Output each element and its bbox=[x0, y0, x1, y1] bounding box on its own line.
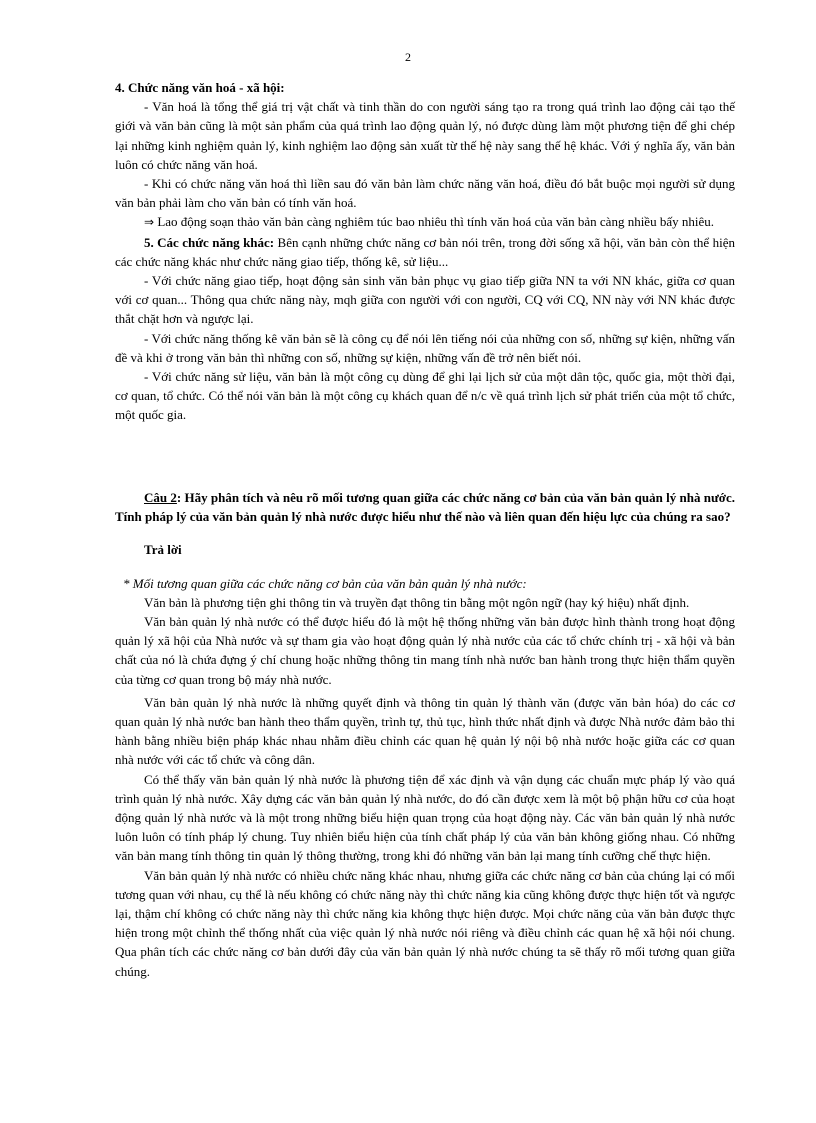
answer-subheading: * Mối tương quan giữa các chức năng cơ bản của văn bản quản lý nhà nước: bbox=[123, 575, 527, 591]
section-5-heading: 5. Các chức năng khác: bbox=[144, 234, 275, 250]
question-2-text: : Hãy phân tích và nêu rõ mối tương quan giữa các chức năng cơ bản của văn bản quản lý nhà nước. Tính pháp lý của văn bản quản lý nhà nước được hiểu như thế nào và liên quan đến hiệu lực của chúng ra sao? bbox=[115, 490, 735, 525]
section-5-paragraph-2: - Với chức năng thống kê văn bản sẽ là công cụ để nói lên tiếng nói của những con số, những sự kiện, những vấn đề và khi ở trong văn bản thì những con số, những sự kiện, những vấn đề trở nên biết nói. bbox=[115, 330, 735, 365]
implies-arrow-icon: ⇒ bbox=[144, 215, 155, 230]
page-number: 2 bbox=[405, 50, 411, 64]
section-2 bbox=[115, 488, 735, 981]
answer-paragraph-3: Văn bản quản lý nhà nước là những quyết định và thông tin quản lý thành văn (được văn bản hóa) do các cơ quan quản lý nhà nước ban hành theo thẩm quyền, trình tự, thủ tục, hình thức nhất định và được Nhà nước đảm bảo thi hành bằng nhiều biện pháp khác nhau nhằm điều chỉnh các quan hệ quản lý nội bộ nhà nước hoặc giữa các cơ quan nhà nước với các tổ chức và công dân. bbox=[115, 694, 735, 768]
answer-paragraph-4: Có thể thấy văn bản quản lý nhà nước là phương tiện để xác định và vận dụng các chuẩn mực pháp lý vào quá trình quản lý nhà nước. Xây dựng các văn bản quản lý nhà nước, do đó cần được xem là một bộ phận hữu cơ của hoạt động quản lý nhà nước và là một trong những biểu hiện quan trọng của hoạt động này. Các văn bản quản lý nhà nước luôn luôn có tính pháp lý chung. Tuy nhiên biểu hiện của tính chất pháp lý của văn bản không giống nhau. Có những văn bản mang tính thông tin quản lý thông thường, trong khi đó những văn bản lại mang tính cưỡng chế thực hiện. bbox=[115, 771, 735, 864]
answer-heading: Trả lời bbox=[144, 542, 182, 558]
question-2-label: Câu 2 bbox=[144, 490, 177, 505]
section-5-paragraph-1: - Với chức năng giao tiếp, hoạt động sản sinh văn bản phục vụ giao tiếp giữa NN ta với NN khác, giữa cơ quan với cơ quan... Thông qua chức năng này, mqh giữa con người với con người, CQ với CQ, NN này với NN khác được thắt chặt hơn và ngược lại. bbox=[115, 273, 735, 327]
section-4-heading: 4. Chức năng văn hoá - xã hội: bbox=[115, 80, 285, 95]
section-4-paragraph-1: - Văn hoá là tổng thể giá trị vật chất và tinh thần do con người sáng tạo ra trong quá trình lao động cải tạo thế giới và văn bản cũng là một sản phẩm của quá trình lao động quản lý, nó được dùng làm một phương tiện để ghi chép lại những kinh nghiệm quản lý, kinh nghiệm lao động sản xuất từ thế hệ này sang thế hệ khác. Với ý nghĩa ấy, văn bản luôn có chức năng văn hoá. bbox=[115, 99, 735, 172]
section-4-paragraph-3-text: Lao động soạn thảo văn bản càng nghiêm túc bao nhiêu thì tính văn hoá của văn bản càng nhiều bấy nhiêu. bbox=[154, 214, 714, 230]
answer-paragraph-2: Văn bản quản lý nhà nước có thể được hiểu đó là một hệ thống những văn bản được hình thành trong hoạt động quản lý xã hội của Nhà nước và sự tham gia vào hoạt động quản lý nhà nước của các tổ chức chính trị - xã hội và bản chất của nó là chứa đựng ý chí chung hoặc những thông tin mang tính nhà nước ban hành trong thực hiện thẩm quyền của từng cơ quan trong bộ máy nhà nước. bbox=[115, 614, 735, 687]
section-5-paragraph-3: - Với chức năng sử liệu, văn bản là một công cụ dùng để ghi lại lịch sử của một dân tộc, quốc gia, một thời đại, cơ quan, tổ chức. Có thể nói văn bản là một công cụ khách quan để n/c về quá trình lịch sử phát triển của một tổ chức, một quốc gia. bbox=[115, 369, 735, 423]
section-4-paragraph-2: - Khi có chức năng văn hoá thì liền sau đó văn bản làm chức năng văn hoá, điều đó bắt buộc mọi người sử dụng văn bản phải làm cho văn bản có tính văn hoá. bbox=[115, 176, 735, 211]
section-5-intro-text: Bên cạnh những chức năng cơ bản nói trên, trong đời sống xã hội, văn bản còn thể hiện các chức năng khác như chức năng giao tiếp, thống kê, sử liệu... bbox=[115, 234, 735, 269]
section-1 bbox=[115, 78, 735, 425]
question-2 bbox=[115, 488, 735, 526]
section-4-paragraph-3 bbox=[115, 212, 735, 232]
answer-paragraph-1: Văn bản là phương tiện ghi thông tin và truyền đạt thông tin bằng một ngôn ngữ (hay ký hiệu) nhất định. bbox=[144, 594, 690, 610]
section-5-intro bbox=[115, 233, 735, 271]
answer-paragraph-5: Văn bản quản lý nhà nước có nhiều chức năng khác nhau, nhưng giữa các chức năng cơ bản của chúng lại có mối tương quan với nhau, cụ thể là nếu không có chức năng này thì chức năng kia cũng không được thực hiện tốt và ngược lại, thậm chí không có chức năng này thì chức năng kia không thực hiện được. Mọi chức năng của văn bản được thực hiện trong một chỉnh thể thống nhất của việc quản lý nhà nước nói riêng và điều chỉnh các quan hệ xã hội nói chung. Qua phân tích các chức năng cơ bản dưới đây của văn bản quản lý nhà nước chúng ta sẽ thấy rõ mối tương quan giữa chúng. bbox=[115, 867, 735, 979]
